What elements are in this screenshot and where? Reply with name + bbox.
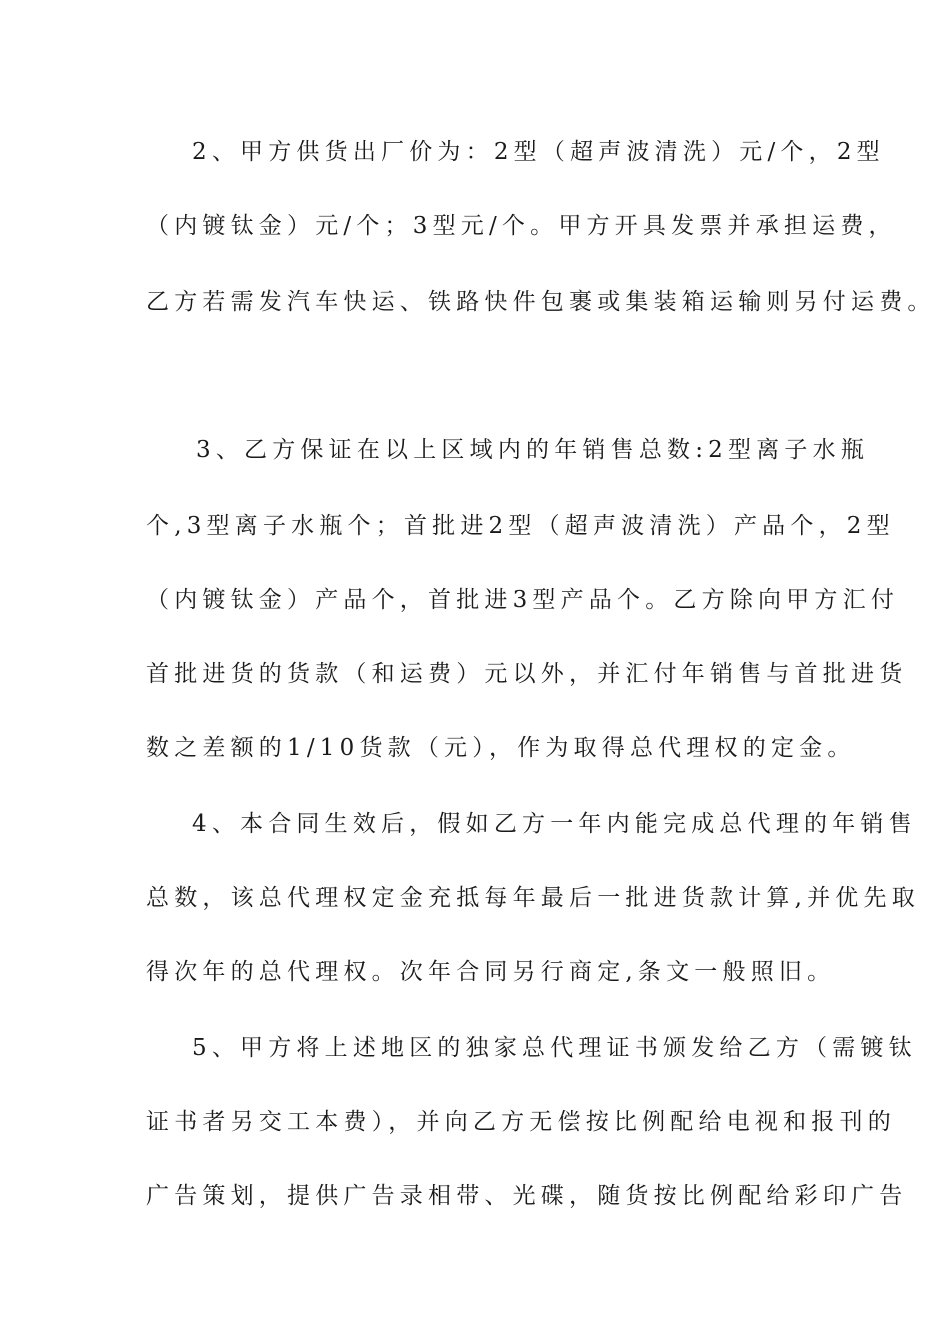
clause-5-line-3: 广告策划，提供广告录相带、光碟，随货按比例配给彩印广告 <box>146 1183 908 1209</box>
clause-3-line-2: 个,3型离子水瓶个；首批进2型（超声波清洗）产品个，2型 <box>146 513 895 539</box>
clause-3-line-3: （内镀钛金）产品个，首批进3型产品个。乙方除向甲方汇付 <box>146 587 900 613</box>
clause-4-line-3: 得次年的总代理权。次年合同另行商定,条文一般照旧。 <box>146 959 836 985</box>
clause-4-line-1: 4、本合同生效后，假如乙方一年内能完成总代理的年销售 <box>192 811 917 837</box>
clause-5-line-1: 5、甲方将上述地区的独家总代理证书颁发给乙方（需镀钛 <box>192 1035 917 1061</box>
clause-4-line-2: 总数，该总代理权定金充抵每年最后一批进货款计算,并优先取 <box>146 885 920 911</box>
clause-2-line-1: 2、甲方供货出厂价为：2型（超声波清洗）元/个，2型 <box>192 139 885 165</box>
clause-2-line-2: （内镀钛金）元/个；3型元/个。甲方开具发票并承担运费， <box>146 213 897 239</box>
clause-3-line-1: 3、乙方保证在以上区域内的年销售总数:2型离子水瓶 <box>196 437 870 463</box>
clause-2-line-3: 乙方若需发汽车快运、铁路快件包裹或集装箱运输则另付运费。 <box>146 289 936 315</box>
clause-5-line-2: 证书者另交工本费），并向乙方无偿按比例配给电视和报刊的 <box>146 1109 896 1135</box>
clause-3-line-5: 数之差额的1/10货款（元），作为取得总代理权的定金。 <box>146 735 856 761</box>
clause-3-line-4: 首批进货的货款（和运费）元以外，并汇付年销售与首批进货 <box>146 661 908 687</box>
